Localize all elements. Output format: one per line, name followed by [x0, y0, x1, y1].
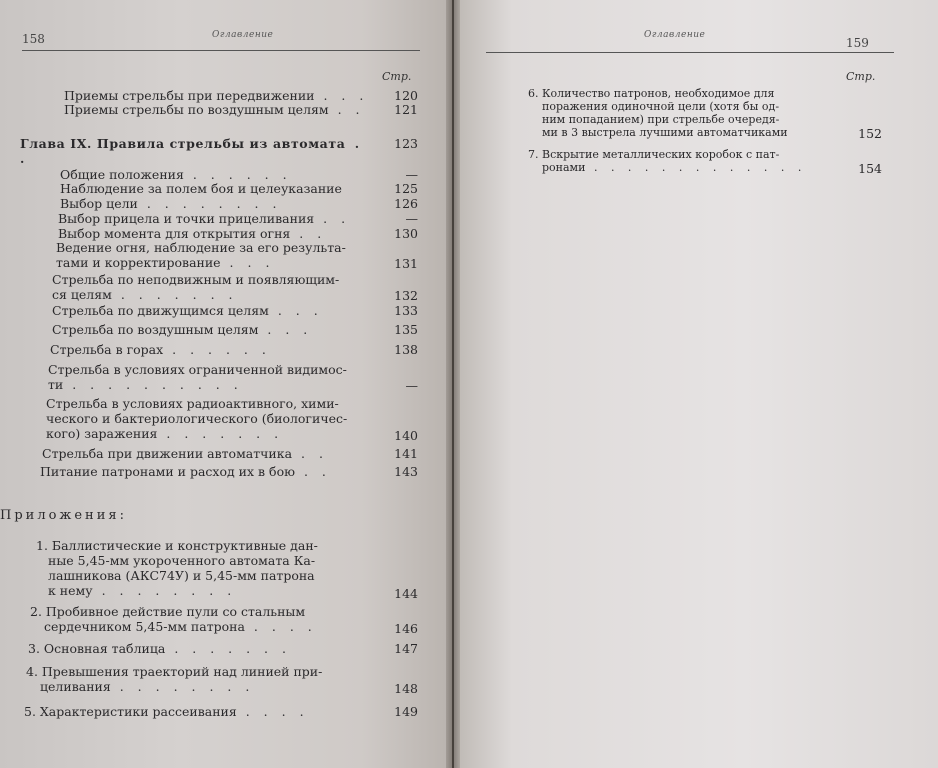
page-ref: 152	[858, 126, 882, 141]
header-rule-left	[22, 50, 420, 51]
toc-entry	[64, 102, 394, 117]
page-ref: 125	[394, 181, 418, 196]
entry-text-line: тами и корректирование	[56, 255, 221, 270]
entry-text-line: ним попаданием) при стрельбе очередя-	[542, 113, 780, 126]
entry-last-line	[26, 679, 386, 694]
entry-last-line	[60, 196, 390, 211]
entry-text-line: 1. Баллистические и конструктивные дан-	[36, 538, 318, 553]
running-head-left: Оглавление	[212, 30, 274, 40]
page-ref: 149	[394, 704, 418, 719]
entry-last-line	[528, 161, 838, 174]
leader-dots: . . .	[220, 255, 275, 270]
appendix-entry	[26, 664, 386, 694]
entry-text-line: Глава IX. Правила стрельбы из автомата	[20, 136, 346, 151]
appendix-entry	[24, 704, 384, 719]
leader-dots: . . . . . . . . . .	[63, 377, 243, 392]
entry-text-line: ронами	[542, 161, 586, 174]
page-ref: 131	[394, 256, 418, 271]
page-number-left: 158	[22, 32, 45, 46]
leader-dots: . . . . . .	[183, 167, 292, 182]
header-rule-right	[486, 52, 894, 53]
leader-dots: . .	[290, 226, 327, 241]
entry-last-line	[56, 255, 390, 270]
entry-text-line: Наблюдение за полем боя и целеуказание	[60, 181, 342, 196]
entry-text-line: Стрельба в горах	[50, 342, 164, 357]
entry-last-line	[20, 136, 380, 166]
toc-entry	[46, 396, 392, 441]
entry-last-line	[28, 641, 384, 656]
appendix-entry	[528, 87, 838, 139]
entry-text-line: 2. Пробивное действие пули со стальным	[30, 604, 306, 619]
leader-dots: . . . .	[244, 619, 317, 634]
leader-dots: . .	[20, 136, 365, 166]
entry-text-line: Стрельба по движущимся целям	[52, 303, 269, 318]
entry-text-line: 6. Количество патронов, необходимое для	[528, 87, 775, 100]
page-ref: 138	[394, 342, 418, 357]
right-page	[454, 0, 938, 768]
page-ref: 140	[394, 428, 418, 443]
page-column-label-right: Стр.	[846, 70, 876, 83]
appendix-entry	[28, 641, 384, 656]
entry-text-line: Стрельба по неподвижным и появляющим-	[52, 272, 340, 287]
entry-last-line	[30, 619, 386, 634]
page-ref: 147	[394, 641, 418, 656]
leader-dots: . . .	[314, 88, 369, 103]
entry-text-line: Общие положения	[60, 167, 184, 182]
entry-last-line	[40, 464, 384, 479]
leader-dots: . . . . . . .	[165, 641, 291, 656]
page-ref: 154	[858, 161, 882, 176]
toc-entry	[64, 88, 394, 103]
entry-text-line: кого) заражения	[46, 426, 158, 441]
entry-text-line: Стрельба в условиях радиоактивного, хими-	[46, 396, 339, 411]
entry-text-line: целивания	[40, 679, 111, 694]
leader-dots: . . . . . . .	[111, 287, 238, 302]
leader-dots: . . . . . . . . . . . . .	[585, 161, 807, 174]
entry-text-line: Выбор момента для открытия огня	[58, 226, 291, 241]
entry-last-line	[58, 226, 388, 241]
toc-entry	[60, 181, 390, 196]
entry-text-line: 5. Характеристики рассеивания	[24, 704, 237, 719]
leader-dots: . . . . . . .	[157, 426, 284, 441]
page-ref: 141	[394, 446, 418, 461]
page-ref: 132	[394, 288, 418, 303]
leader-dots: . .	[292, 446, 328, 461]
entry-text-line: ные 5,45-мм укороченного автомата Ка-	[48, 553, 316, 568]
leader-dots: . . .	[258, 322, 313, 337]
left-page	[0, 0, 452, 768]
toc-entry	[40, 464, 384, 479]
leader-dots: . . .	[268, 303, 323, 318]
leader-dots: . . . . . .	[163, 342, 271, 357]
entry-last-line	[64, 88, 394, 103]
toc-entry	[56, 240, 390, 270]
entry-last-line	[52, 322, 382, 337]
toc-entry	[52, 272, 390, 302]
entry-text-line: Приемы стрельбы при передвижении	[64, 88, 315, 103]
entry-text-line: лашникова (АКС74У) и 5,45-мм патрона	[48, 568, 315, 583]
page-ref: 146	[394, 621, 418, 636]
entry-text-line: ти	[48, 377, 64, 392]
entry-text-line: Стрельба по воздушным целям	[52, 322, 259, 337]
page-ref: 130	[394, 226, 418, 241]
toc-entry	[20, 136, 380, 166]
entry-text-line: Выбор цели	[60, 196, 138, 211]
book-gutter	[446, 0, 460, 768]
toc-entry	[42, 446, 386, 461]
toc-entry	[48, 362, 392, 392]
leader-dots: . .	[328, 102, 365, 117]
appendix-entry	[36, 538, 386, 598]
entry-last-line	[46, 426, 392, 441]
entry-text-line: Стрельба при движении автоматчика	[42, 446, 293, 461]
toc-entry	[50, 342, 380, 357]
entry-last-line	[64, 102, 394, 117]
appendix-entry	[528, 148, 838, 174]
page-ref: 135	[394, 322, 418, 337]
page-ref: 123	[394, 136, 418, 151]
entry-text-line: сердечником 5,45-мм патрона	[44, 619, 245, 634]
leader-dots: . . . . . . . .	[110, 679, 255, 694]
entry-last-line	[58, 211, 388, 226]
toc-entry	[52, 303, 382, 318]
leader-dots: . .	[314, 211, 351, 226]
page-ref: 143	[394, 464, 418, 479]
entry-text-line: ческого и бактериологического (биологичес-	[46, 411, 348, 426]
running-head-right: Оглавление	[644, 30, 706, 40]
page-ref: —	[405, 378, 418, 393]
entry-text-line: ся целям	[52, 287, 112, 302]
entry-text-line: Ведение огня, наблюдение за его результа-	[56, 240, 346, 255]
page-ref: 121	[394, 102, 418, 117]
entry-text-line: 4. Превышения траекторий над линией при-	[26, 664, 323, 679]
entry-last-line	[48, 377, 392, 392]
entry-text-line: Выбор прицела и точки прицеливания	[58, 211, 315, 226]
appendix-heading: Приложения:	[0, 508, 127, 523]
entry-last-line	[36, 583, 386, 598]
entry-last-line	[52, 303, 382, 318]
toc-entry	[60, 167, 390, 182]
page-ref: 148	[394, 681, 418, 696]
entry-text-line: ми в 3 выстрела лучшими автоматчиками	[542, 126, 788, 139]
entry-last-line	[50, 342, 380, 357]
leader-dots: . . . .	[236, 704, 309, 719]
entry-text-line: 7. Вскрытие металлических коробок с пат-	[528, 148, 780, 161]
entry-text-line: поражения одиночной цели (хотя бы од-	[542, 100, 780, 113]
entry-text-line: 3. Основная таблица	[28, 641, 166, 656]
appendix-entry	[30, 604, 386, 634]
entry-text-line: к нему	[48, 583, 93, 598]
entry-last-line	[24, 704, 384, 719]
entry-text-line: Стрельба в условиях ограниченной видимос-	[48, 362, 347, 377]
leader-dots: . . . . . . . .	[92, 583, 237, 598]
entry-text-line: Приемы стрельбы по воздушным целям	[64, 102, 329, 117]
entry-last-line	[60, 167, 390, 182]
page-ref: 120	[394, 88, 418, 103]
page-ref: 144	[394, 586, 418, 601]
toc-entry	[58, 226, 388, 241]
entry-text-line: Питание патронами и расход их в бою	[40, 464, 295, 479]
page-ref: 126	[394, 196, 418, 211]
page-column-label-left: Стр.	[382, 70, 412, 83]
toc-entry	[60, 196, 390, 211]
entry-last-line	[52, 287, 390, 302]
entry-last-line	[42, 446, 386, 461]
page-ref: 133	[394, 303, 418, 318]
page-number-right: 159	[846, 36, 869, 50]
toc-entry	[52, 322, 382, 337]
toc-entry	[58, 211, 388, 226]
leader-dots: . .	[294, 464, 331, 479]
leader-dots: . . . . . . . .	[137, 196, 282, 211]
page-ref: —	[405, 167, 418, 182]
page-ref: —	[405, 211, 418, 226]
